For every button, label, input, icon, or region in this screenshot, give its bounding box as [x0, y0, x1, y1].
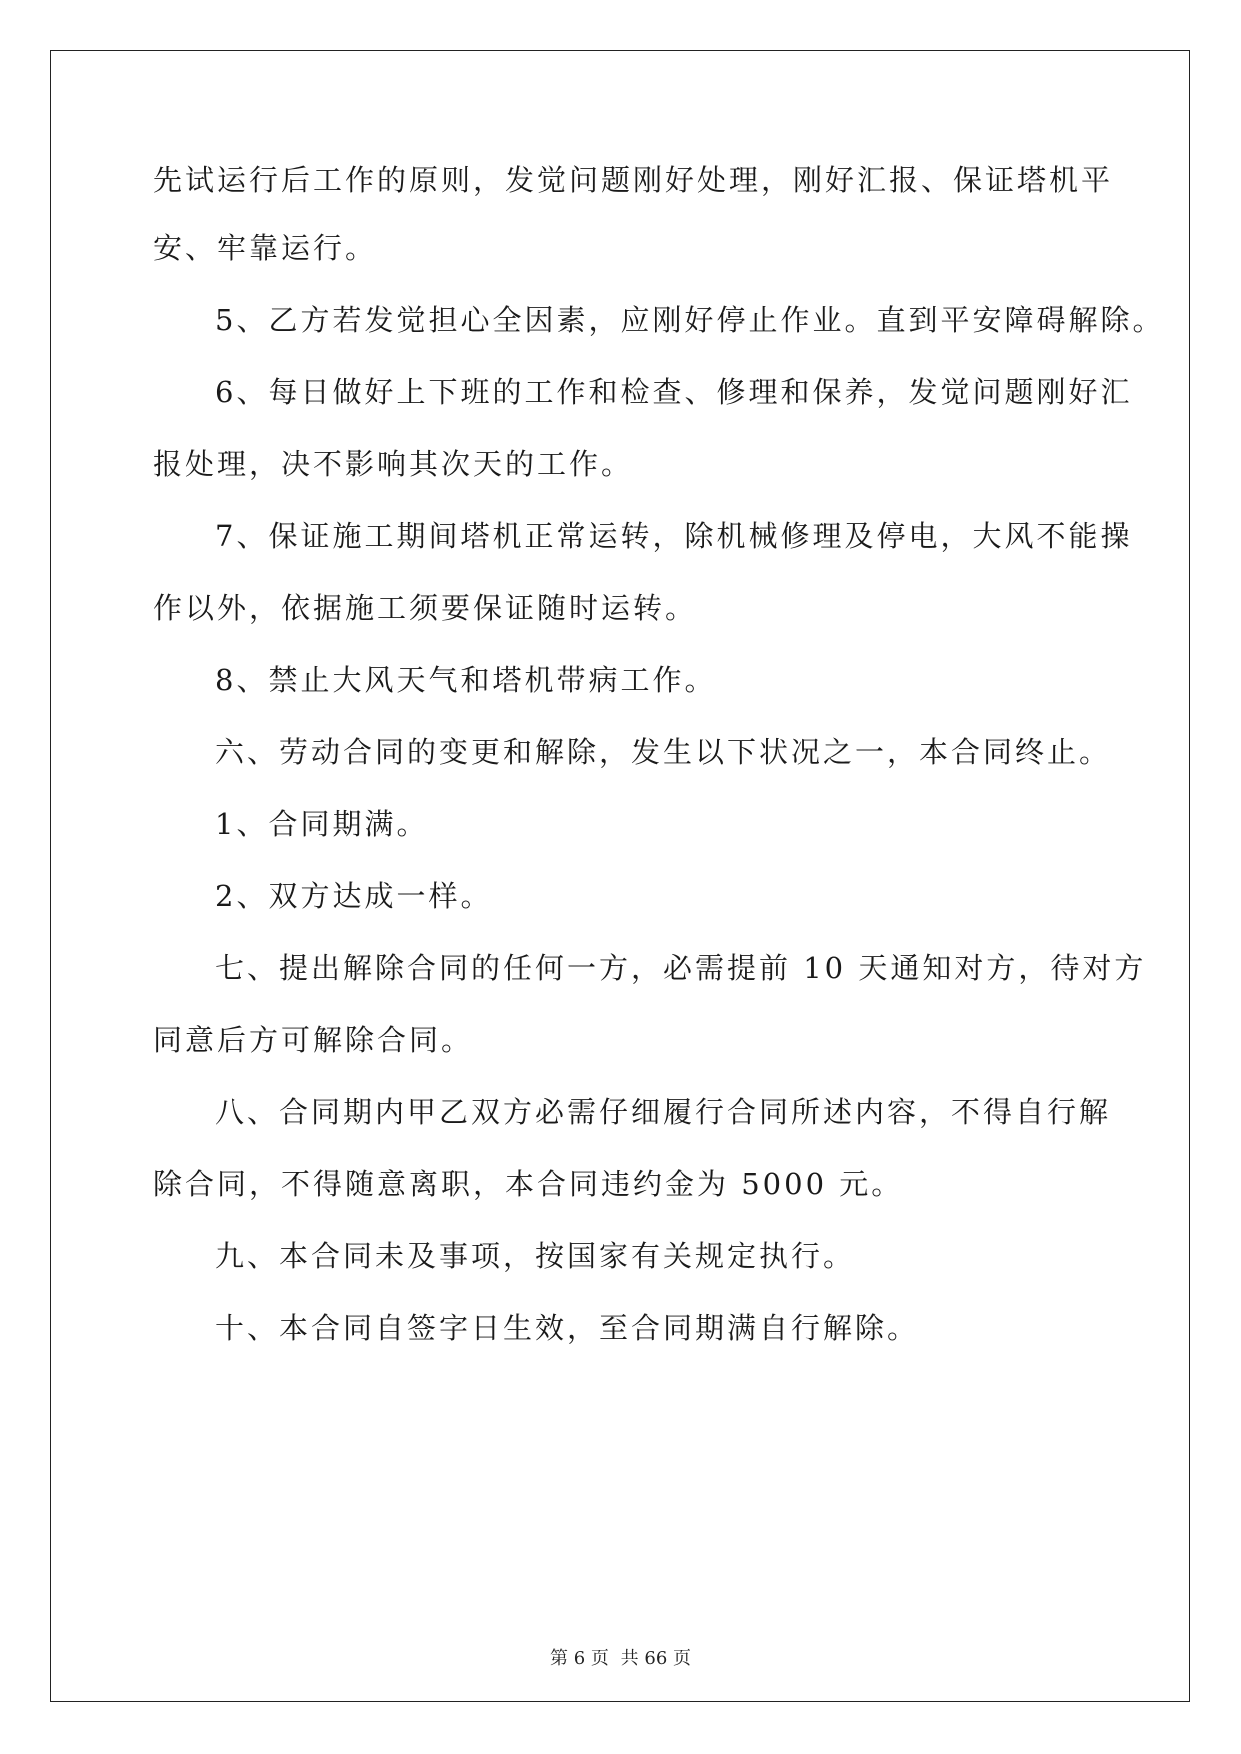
text-line: 除合同，不得随意离职，本合同违约金为 5000 元。 [153, 1167, 904, 1201]
text-line: 同意后方可解除合同。 [153, 1023, 474, 1057]
section-6-heading: 六、劳动合同的变更和解除，发生以下状况之一，本合同终止。 [215, 735, 1112, 769]
text-line: 报处理，决不影响其次天的工作。 [153, 447, 634, 481]
page-number: 第 6 页 [550, 1648, 609, 1669]
section-8-paragraph: 八、合同期内甲乙双方必需仔细履行合同所述内容，不得自行解 [215, 1095, 1112, 1129]
page-footer [0, 1644, 1241, 1670]
text-line: 作以外，依据施工须要保证随时运转。 [153, 591, 698, 625]
text-line: 先试运行后工作的原则，发觉问题刚好处理，刚好汇报、保证塔机平 [153, 163, 1114, 197]
list-item-2: 2、双方达成一样。 [215, 879, 493, 913]
paragraph-item-6: 6、每日做好上下班的工作和检查、修理和保养，发觉问题刚好汇 [215, 375, 1133, 409]
section-10-paragraph: 十、本合同自签字日生效，至合同期满自行解除。 [215, 1311, 920, 1345]
paragraph-item-7: 7、保证施工期间塔机正常运转，除机械修理及停电，大风不能操 [215, 519, 1133, 553]
section-7-paragraph: 七、提出解除合同的任何一方，必需提前 10 天通知对方，待对方 [215, 951, 1147, 985]
section-9-paragraph: 九、本合同未及事项，按国家有关规定执行。 [215, 1239, 856, 1273]
paragraph-item-5: 5、乙方若发觉担心全因素，应刚好停止作业。直到平安障碍解除。 [215, 303, 1165, 337]
paragraph-item-8: 8、禁止大风天气和塔机带病工作。 [215, 663, 717, 697]
page-total: 共 66 页 [620, 1648, 691, 1669]
text-line: 安、牢靠运行。 [153, 231, 378, 265]
list-item-1: 1、合同期满。 [215, 807, 429, 841]
